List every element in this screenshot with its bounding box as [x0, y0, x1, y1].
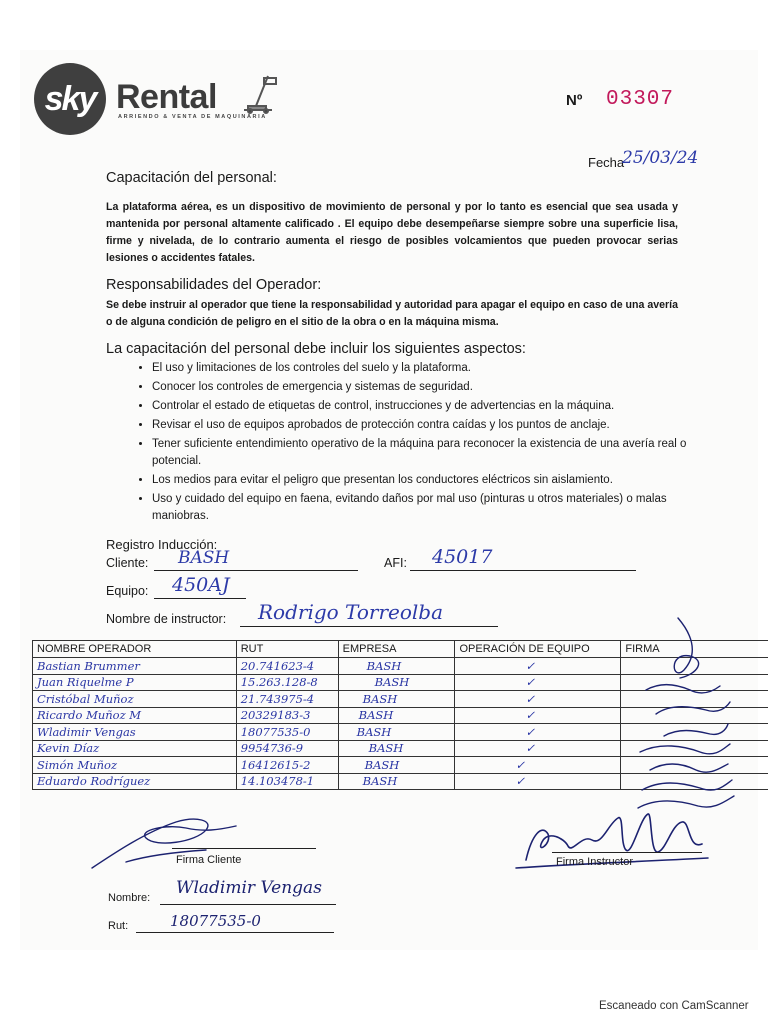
brand-tagline: ARRIENDO & VENTA DE MAQUINARIA: [118, 114, 267, 120]
cliente-label: Cliente:: [106, 556, 149, 570]
cell-nombre: Bastian Brummer: [33, 658, 237, 675]
cell-operacion: ✓: [455, 674, 621, 691]
afi-label: AFI:: [384, 556, 407, 570]
cell-empresa: BASH: [338, 658, 455, 675]
cell-rut: 9954736-9: [236, 740, 338, 757]
logo-sky-text: sky: [44, 79, 96, 118]
list-item: • Controlar el estado de etiquetas de control, instrucciones y de advertencias en la máquina.: [152, 398, 700, 415]
cliente-line: [154, 570, 358, 571]
registro-title: Registro Inducción:: [106, 537, 218, 552]
fecha-value: 25/03/24: [622, 148, 699, 168]
col-rut: RUT: [236, 641, 338, 658]
col-operacion-equipo: OPERACIÓN DE EQUIPO: [455, 641, 621, 658]
boom-lift-icon: [238, 66, 278, 114]
rut-value: 18077535-0: [170, 912, 261, 930]
list-item: • Tener suficiente entendimiento operativo de la máquina para reconocer la existencia de una avería real o potencial.: [152, 436, 700, 470]
cell-rut: 16412615-2: [236, 757, 338, 774]
cell-operacion: ✓: [455, 691, 621, 708]
cell-empresa: BASH: [338, 691, 455, 708]
doc-number-value: 03307: [606, 88, 675, 111]
cell-nombre: Juan Riquelme P: [33, 674, 237, 691]
cell-empresa: BASH: [338, 757, 455, 774]
rut-line: [136, 932, 334, 933]
cell-empresa: BASH: [338, 674, 455, 691]
rut-label: Rut:: [108, 920, 129, 932]
instructor-label: Nombre de instructor:: [106, 612, 227, 626]
equipo-label: Equipo:: [106, 584, 149, 598]
section-capacitacion-title: Capacitación del personal:: [106, 170, 277, 186]
equipo-line: [154, 598, 246, 599]
nombre-label: Nombre:: [108, 892, 151, 904]
cell-rut: 15.263.128-8: [236, 674, 338, 691]
cell-empresa: BASH: [338, 707, 455, 724]
cell-operacion: ✓: [455, 724, 621, 741]
col-nombre-operador: NOMBRE OPERADOR: [33, 641, 237, 658]
cell-empresa: BASH: [338, 773, 455, 790]
cell-rut: 21.743975-4: [236, 691, 338, 708]
firma-cliente-label: Firma Cliente: [176, 854, 242, 866]
cell-rut: 18077535-0: [236, 724, 338, 741]
list-item: • Uso y cuidado del equipo en faena, evitando daños por mal uso (pinturas u otros materiales) o malas maniobras.: [152, 491, 700, 525]
list-item: • El uso y limitaciones de los controles del suelo y la plataforma.: [152, 360, 700, 377]
firma-instructor-line: [552, 852, 702, 853]
cell-nombre: Kevin Díaz: [33, 740, 237, 757]
cell-nombre: Ricardo Muñoz M: [33, 707, 237, 724]
col-empresa: EMPRESA: [338, 641, 455, 658]
fecha-label: Fecha: [588, 155, 625, 170]
nombre-line: [160, 904, 336, 905]
col-firma: FIRMA: [621, 641, 768, 658]
cell-rut: 20329183-3: [236, 707, 338, 724]
cell-nombre: Cristóbal Muñoz: [33, 691, 237, 708]
instructor-line: [240, 626, 498, 627]
scanner-watermark: Escaneado con CamScanner: [599, 1000, 749, 1012]
section-aspectos-title: La capacitación del personal debe incluir los siguientes aspectos:: [106, 341, 526, 357]
firma-cliente-line: [172, 848, 316, 849]
cell-nombre: Wladimir Vengas: [33, 724, 237, 741]
instructor-value: Rodrigo Torreolba: [258, 600, 444, 624]
cell-rut: 20.741623-4: [236, 658, 338, 675]
cell-operacion: ✓: [455, 757, 621, 774]
brand-name: Rental: [116, 78, 217, 116]
cell-operacion: ✓: [455, 773, 621, 790]
cell-operacion: ✓: [455, 740, 621, 757]
list-item: • Revisar el uso de equipos aprobados de protección contra caídas y los puntos de anclaje.: [152, 417, 700, 434]
firma-instructor-label: Firma Instructor: [556, 856, 634, 868]
cell-nombre: Eduardo Rodríguez: [33, 773, 237, 790]
equipo-value: 450AJ: [172, 574, 230, 596]
cliente-value: BASH: [178, 548, 230, 568]
cell-empresa: BASH: [338, 740, 455, 757]
nombre-value: Wladimir Vengas: [176, 878, 322, 898]
aspectos-list: [132, 360, 700, 527]
cell-nombre: Simón Muñoz: [33, 757, 237, 774]
firma-column-signatures-icon: [620, 612, 738, 812]
cell-rut: 14.103478-1: [236, 773, 338, 790]
section-capacitacion-text: La plataforma aérea, es un dispositivo de movimiento de personal y por lo tanto es esencial que sea usada y mantenida por personal altamente calificado . El equipo debe desempeñarse siempre sobre una superficie lisa, firme y nivelada, de lo contrario aumenta el riesgo de posibles volcamientos que pueden provocar serias lesiones o accidentes fatales.: [106, 201, 678, 264]
sky-logo-icon: [34, 63, 106, 135]
doc-number-label: Nº: [566, 92, 583, 109]
section-responsabilidades-title: Responsabilidades del Operador:: [106, 277, 322, 293]
list-item: • Conocer los controles de emergencia y sistemas de seguridad.: [152, 379, 700, 396]
list-item: • Los medios para evitar el peligro que presentan los conductores eléctricos sin aislamiento.: [152, 472, 700, 489]
cell-operacion: ✓: [455, 707, 621, 724]
afi-value: 45017: [432, 546, 493, 568]
afi-line: [410, 570, 636, 571]
cell-operacion: ✓: [455, 658, 621, 675]
section-responsabilidades-text: Se debe instruir al operador que tiene la responsabilidad y autoridad para apagar el equipo en caso de una avería o de alguna condición de peligro en el sitio de la obra o en la máquina misma.: [106, 299, 678, 328]
cell-empresa: BASH: [338, 724, 455, 741]
